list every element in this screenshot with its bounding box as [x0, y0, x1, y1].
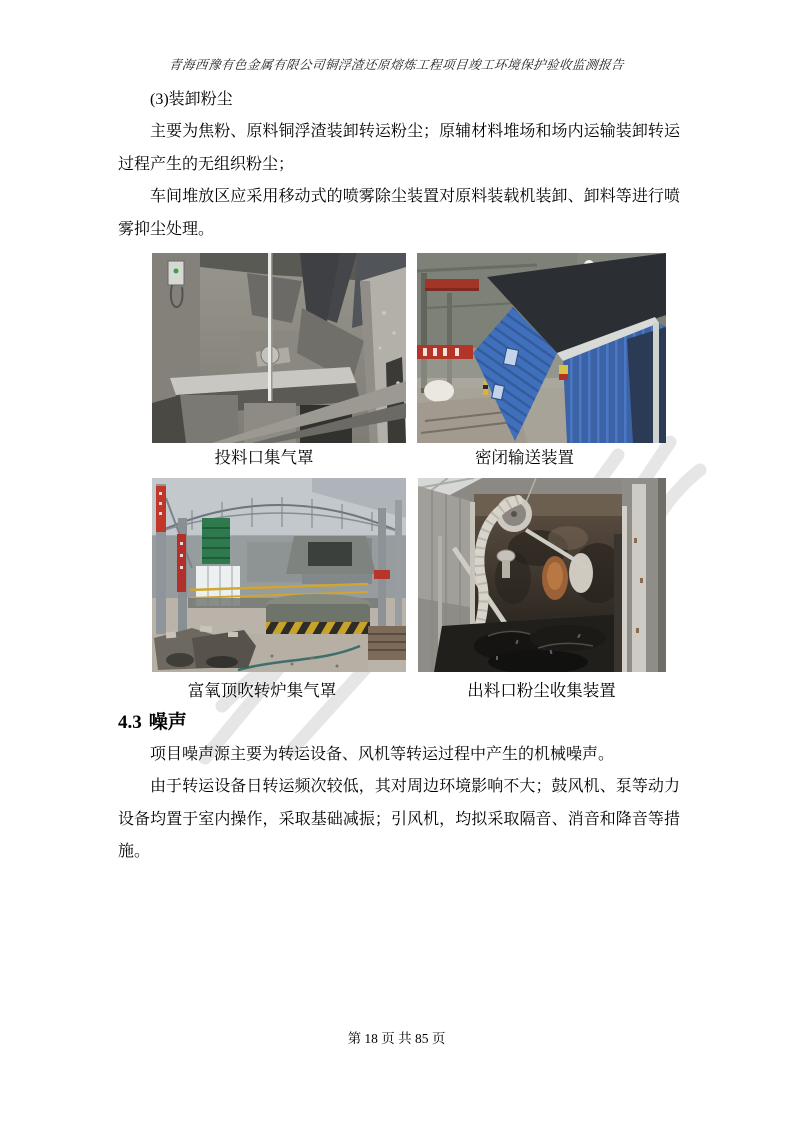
- body-text-upper: [118, 84, 680, 246]
- photo-feeding-port-hood-image: [152, 253, 406, 443]
- photo-enclosed-conveyor-image: [417, 253, 666, 443]
- body-text-lower: [118, 739, 680, 869]
- paragraph-noise-measures: 由于转运设备日转运频次较低，其对周边环境影响不大；鼓风机、泵等动力设备均置于室内操作，采取基础减振；引风机，均拟采取隔音、消音和降音等措施。: [118, 778, 680, 861]
- section-title: 噪声: [148, 712, 187, 733]
- photo-caption: 富氧顶吹转炉集气罩: [187, 681, 337, 700]
- photo-feeding-port-hood: [152, 253, 406, 443]
- photo-enclosed-conveyor: [417, 253, 666, 443]
- page-header-title: 青海西豫有色金属有限公司铜浮渣还原熔炼工程项目竣工环境保护验收监测报告: [168, 58, 625, 72]
- photo-converter-hood-image: [152, 478, 406, 672]
- photo-dust-collection: [418, 478, 666, 672]
- paragraph-item-heading: (3)装卸粉尘: [150, 91, 233, 108]
- paragraph-dust-sources: 主要为焦粉、原料铜浮渣装卸转运粉尘；原辅材料堆场和场内运输装卸转运过程产生的无组织粉尘；: [118, 123, 680, 173]
- photo-dust-collection-image: [418, 478, 666, 672]
- paragraph-noise-sources: 项目噪声源主要为转运设备、风机等转运过程中产生的机械噪声。: [150, 746, 615, 763]
- photo-converter-hood: [152, 478, 406, 672]
- paragraph-spray-suppression: 车间堆放区应采用移动式的喷雾除尘装置对原料装载机装卸、卸料等进行喷雾抑尘处理。: [118, 188, 680, 238]
- photo-caption: 出料口粉尘收集装置: [467, 681, 616, 700]
- photo-caption: 密闭输送装置: [475, 448, 574, 467]
- section-heading: [118, 708, 187, 738]
- photo-caption: 投料口集气罩: [214, 448, 314, 467]
- page-number: 第 18 页 共 85 页: [347, 1031, 446, 1046]
- section-number: 4.3: [118, 712, 142, 733]
